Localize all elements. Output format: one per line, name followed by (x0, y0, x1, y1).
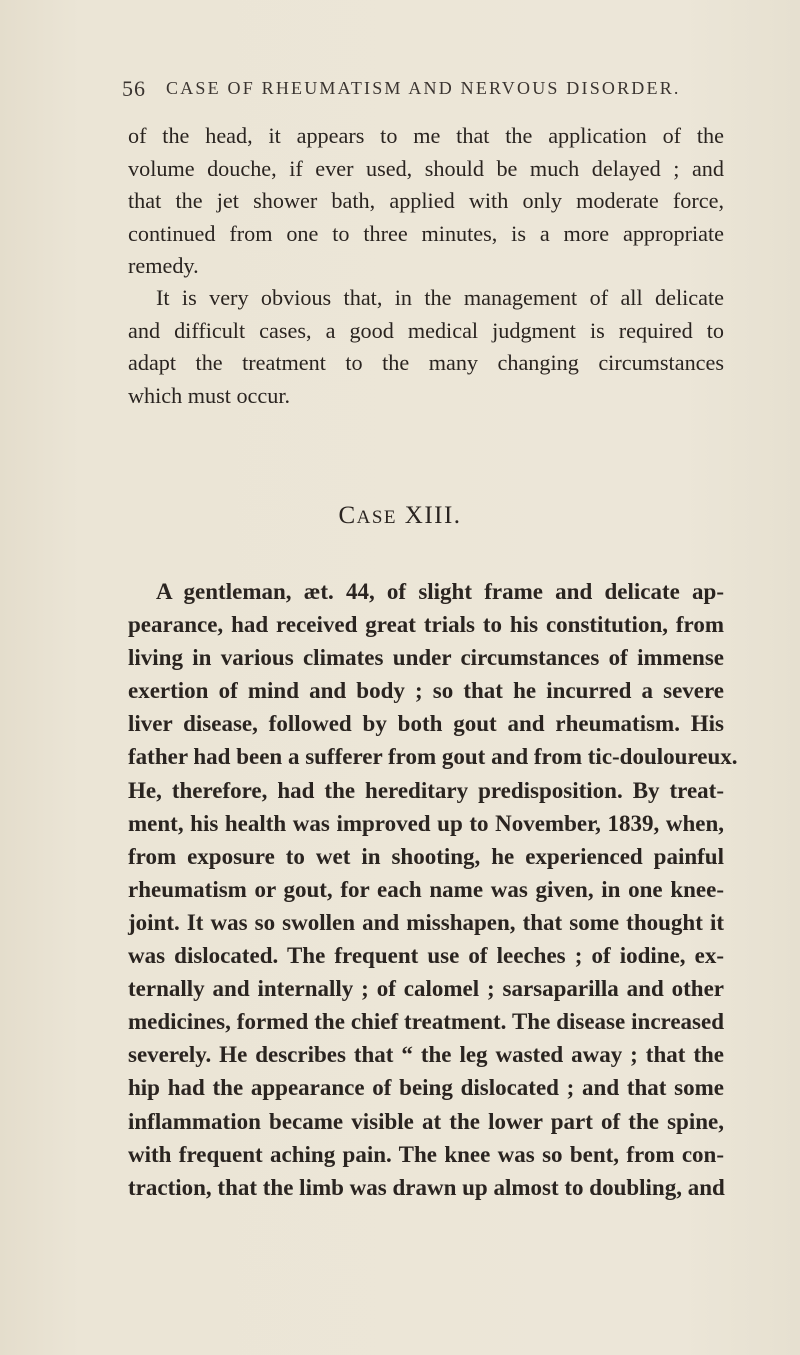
running-title: CASE OF RHEUMATISM AND NERVOUS DISORDER. (166, 78, 681, 98)
text-line: and difficult cases, a good medical judgment is required to (128, 317, 724, 343)
paragraph-2 (128, 282, 724, 412)
text-line: remedy. (128, 253, 199, 279)
text-line: which must occur. (128, 382, 291, 408)
text-line: rheumatism or gout, for each name was given, in one knee- (128, 876, 724, 902)
case-heading-numeral: XIII. (404, 502, 462, 529)
text-line: father had been a sufferer from gout and from tic-douloureux. (128, 744, 738, 770)
text-line: adapt the treatment to the many changing circumstances (128, 350, 724, 376)
text-line: medicines, formed the chief treatment. The disease increased (128, 1009, 724, 1035)
text-line: He, therefore, had the hereditary predisposition. By treat- (128, 777, 724, 803)
text-line: of the head, it appears to me that the application of the (128, 123, 724, 148)
text-line: ment, his health was improved up to November, 1839, when, (128, 810, 724, 836)
text-line: A gentleman, æt. 44, of slight frame and delicate ap- (156, 579, 724, 604)
text-line: from exposure to wet in shooting, he experienced painful (128, 843, 724, 869)
page-number: 56 (122, 76, 146, 101)
case-heading-word: ASE (356, 507, 398, 528)
text-line: severely. He describes that “ the leg wasted away ; that the (128, 1042, 724, 1068)
text-line: traction, that the limb was drawn up almost to doubling, and (128, 1174, 725, 1200)
text-line: It is very obvious that, in the management of all delicate (156, 285, 724, 310)
text-line: was dislocated. The frequent use of leeches ; of iodine, ex- (128, 943, 724, 969)
text-line: liver disease, followed by both gout and rheumatism. His (128, 711, 724, 737)
paragraph-3 (128, 575, 738, 1204)
text-line: continued from one to three minutes, is a more appropriate (128, 220, 724, 246)
text-line: with frequent aching pain. The knee was so bent, from con- (128, 1141, 724, 1167)
running-head (122, 74, 742, 114)
text-line: joint. It was so swollen and misshapen, that some thought it (128, 909, 724, 935)
text-line: hip had the appearance of being dislocated ; and that some (128, 1075, 724, 1101)
text-line: ternally and internally ; of calomel ; sarsaparilla and other (128, 976, 724, 1002)
text-line: volume douche, if ever used, should be much delayed ; and (128, 155, 724, 181)
text-line: pearance, had received great trials to his constitution, from (128, 612, 724, 638)
case-heading (0, 502, 800, 530)
text-line: inflammation became visible at the lower part of the spine, (128, 1108, 724, 1134)
text-line: living in various climates under circumstances of immense (128, 645, 724, 671)
text-line: exertion of mind and body ; so that he incurred a severe (128, 678, 724, 704)
text-line: that the jet shower bath, applied with only moderate force, (128, 188, 724, 214)
case-heading-initial: C (338, 502, 357, 529)
paragraph-1 (128, 120, 724, 283)
